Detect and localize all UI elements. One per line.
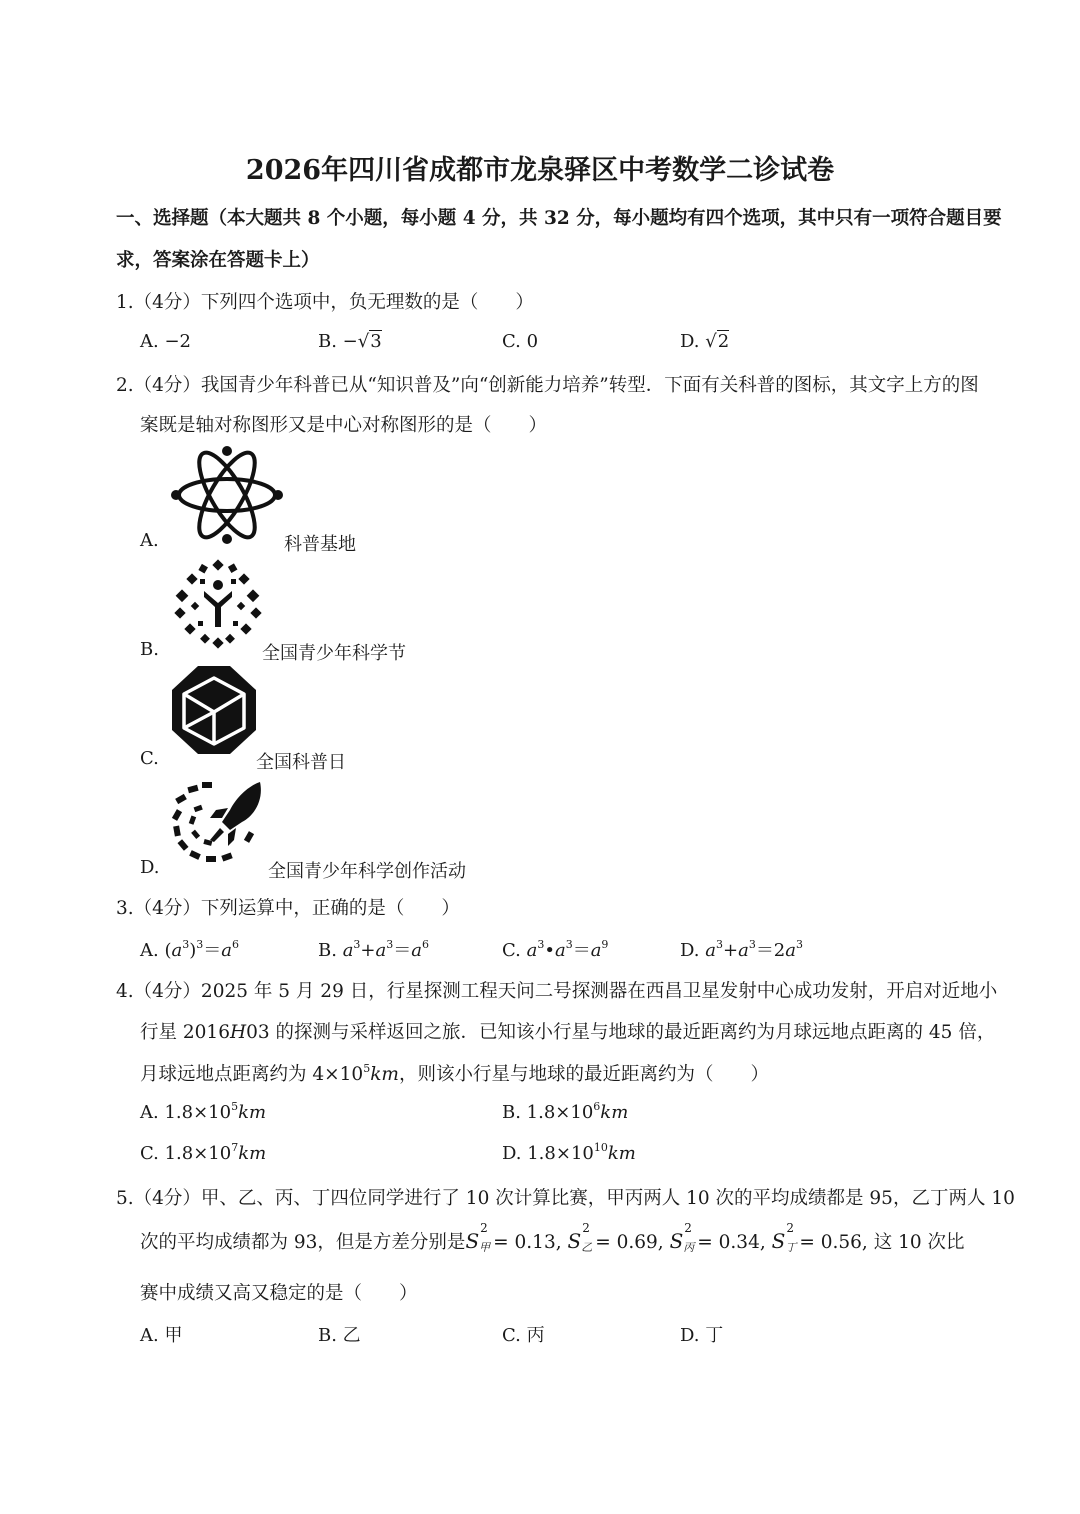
q5-option-a: A. 甲: [140, 1325, 183, 1346]
q3-stem: 3.（4分）下列运算中，正确的是（ ）: [116, 898, 460, 919]
q3-option-d: D. $a^3+a^3=2a^3$: [680, 938, 803, 961]
q2-option-a-caption: 科普基地: [284, 534, 356, 555]
q2-option-b-caption: 全国青少年科学节: [262, 643, 406, 664]
q4-option-c: C. $1.8\times 10^7km$: [140, 1141, 267, 1164]
q4-option-a: A. $1.8\times 10^5km$: [140, 1100, 267, 1123]
q4-stem-line2: 行星 2016H03 的探测与采样返回之旅．已知该小行星与地球的最近距离约为月球远地点距离的 45 倍，: [140, 1022, 996, 1043]
page-title: 2026年四川省成都市龙泉驿区中考数学二诊试卷: [245, 155, 835, 186]
q5-option-c: C. 丙: [502, 1325, 545, 1346]
q2-option-b-letter: B.: [140, 639, 159, 660]
q1-option-d: D. √2: [680, 331, 730, 352]
q5-stem-line1: 5.（4分）甲、乙、丙、丁四位同学进行了 10 次计算比赛，甲丙两人 10 次的平均成绩都是 95，乙丁两人 10: [116, 1188, 1015, 1209]
cube-octagon-icon: [170, 664, 258, 756]
q4-option-b: B. $1.8\times 10^6km$: [502, 1100, 629, 1123]
q1-option-a: A. −2: [140, 331, 191, 352]
q1-option-b: B. −√3: [318, 331, 382, 352]
q3-option-b: B. $a^3+a^3=a^6$: [318, 938, 429, 961]
q2-option-a-letter: A.: [140, 530, 159, 551]
q2-option-c-caption: 全国科普日: [256, 752, 346, 773]
section-heading-line1: 一、选择题（本大题共 8 个小题，每小题 4 分，共 32 分，每小题均有四个选项，其中只有一项符合题目要: [116, 208, 1002, 229]
q1-option-c: C. 0: [502, 331, 539, 352]
section-heading-line2: 求，答案涂在答题卡上）: [116, 250, 320, 271]
q2-option-d-caption: 全国青少年科学创作活动: [268, 861, 466, 882]
q2-option-d-letter: D.: [140, 857, 160, 878]
variance-jia: S 2 甲: [465, 1221, 491, 1254]
q2-stem-line2: 案既是轴对称图形又是中心对称图形的是（ ）: [140, 415, 548, 436]
q3-option-a: A. $(a^3)^3=a^6$: [140, 938, 239, 961]
q5-option-b: B. 乙: [318, 1325, 361, 1346]
q5-stem-line3: 赛中成绩又高又稳定的是（ ）: [140, 1283, 418, 1304]
variance-yi: S 2 乙: [567, 1221, 593, 1254]
q5-stem-line2: 次的平均成绩都为 93，但是方差分别是S 2 甲 = 0.13, S 2 乙 = 0.69, S 2 丙 = 0.34, S 2 丁 = 0.56, 这 10 次比: [140, 1221, 965, 1254]
rocket-icon: [170, 778, 270, 866]
q2-option-c-letter: C.: [140, 748, 159, 769]
q5-option-d: D. 丁: [680, 1325, 724, 1346]
q2-stem-line1: 2.（4分）我国青少年科普已从“知识普及”向“创新能力培养”转型．下面有关科普的图标，其文字上方的图: [116, 375, 979, 396]
q4-stem-line1: 4.（4分）2025 年 5 月 29 日，行星探测工程天问二号探测器在西昌卫星发射中心成功发射，开启对近地小: [116, 981, 998, 1002]
q1-stem: 1.（4分）下列四个选项中，负无理数的是（ ）: [116, 292, 534, 313]
q4-option-d: D. $1.8\times 10^{10}km$: [502, 1141, 636, 1164]
atom-icon: [170, 445, 285, 545]
q3-option-c: C. $a^3•a^3=a^9$: [502, 938, 609, 961]
radial-burst-icon: [170, 557, 266, 649]
variance-ding: S 2 丁: [771, 1221, 797, 1254]
q4-stem-line3: 月球远地点距离约为 $4\times 10^5km$，则该小行星与地球的最近距离约为（ ）: [140, 1062, 769, 1085]
variance-bing: S 2 丙: [669, 1221, 695, 1254]
